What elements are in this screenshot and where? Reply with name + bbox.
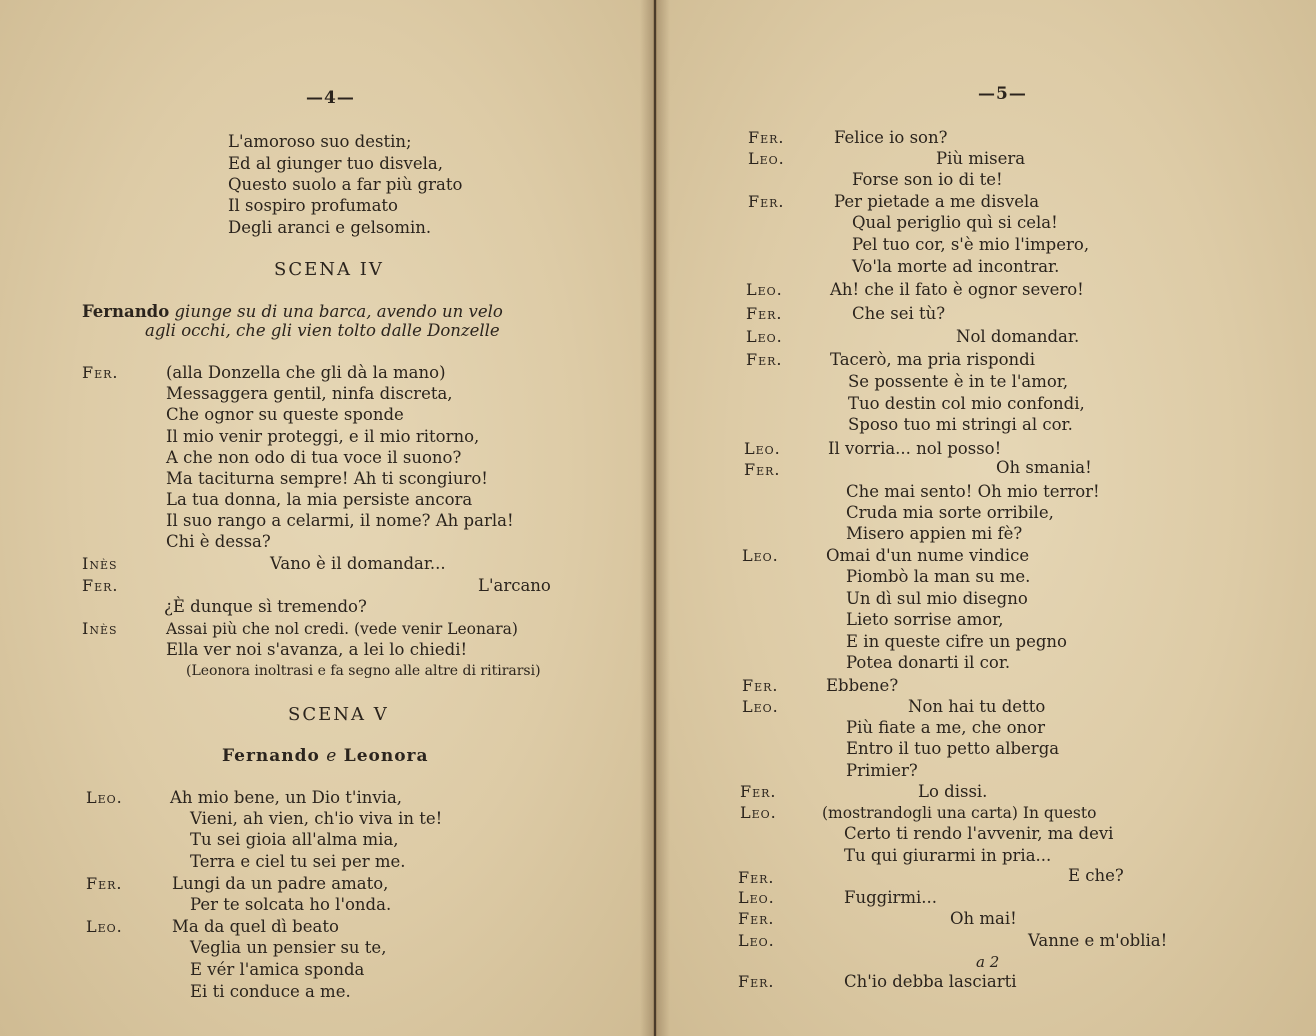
dialogue-line: Per te solcata ho l'onda. xyxy=(190,895,392,914)
speaker-label: Leo. xyxy=(742,697,779,716)
dialogue-line: Oh smania! xyxy=(996,458,1092,477)
character-name: Leonora xyxy=(343,746,429,766)
speaker-label: Leo. xyxy=(86,788,123,807)
dialogue-line: Primier? xyxy=(846,761,918,780)
dialogue-line: Ma taciturna sempre! Ah ti scongiuro! xyxy=(166,469,488,488)
speaker-label: Fer. xyxy=(742,676,779,695)
dialogue-line: Misero appien mi fè? xyxy=(846,524,1023,543)
dialogue-line: Un dì sul mio disegno xyxy=(846,589,1028,608)
speaker-label: Leo. xyxy=(746,280,783,299)
dialogue-line: Lo dissi. xyxy=(918,782,988,801)
dialogue-line: Certo ti rendo l'avvenir, ma devi xyxy=(844,824,1114,843)
dialogue-line: E in queste cifre un pegno xyxy=(846,632,1067,651)
dialogue-line: (alla Donzella che gli dà la mano) xyxy=(166,363,446,382)
speaker-label: Leo. xyxy=(744,439,781,458)
page-number-right: —5— xyxy=(978,84,1027,104)
verse-line: Il sospiro profumato xyxy=(228,196,398,215)
dialogue-line: Ebbene? xyxy=(826,676,899,695)
dialogue-line: Ah! che il fato è ognor severo! xyxy=(830,280,1084,299)
dialogue-line: (mostrandogli una carta) In questo xyxy=(822,804,1097,822)
dialogue-line: ¿È dunque sì tremendo? xyxy=(164,597,367,616)
dialogue-line: Più fiate a me, che onor xyxy=(846,718,1045,737)
dialogue-line: Che mai sento! Oh mio terror! xyxy=(846,482,1100,501)
dialogue-line: Messaggera gentil, ninfa discreta, xyxy=(166,384,453,403)
scene-title: SCENA V xyxy=(288,704,389,725)
dialogue-line: Fuggirmi... xyxy=(844,888,938,907)
verse-line: Questo suolo a far più grato xyxy=(228,175,463,194)
speaker-label: Fer. xyxy=(82,576,119,595)
dialogue-line: Chi è dessa? xyxy=(166,532,271,551)
speaker-label: Inès xyxy=(82,554,118,573)
dialogue-line: Forse son io di te! xyxy=(852,170,1003,189)
verse-line: L'amoroso suo destin; xyxy=(228,132,412,151)
speaker-label: Fer. xyxy=(740,782,777,801)
dialogue-line: Tu qui giurarmi in pria... xyxy=(844,846,1052,865)
speaker-label: Fer. xyxy=(748,128,785,147)
speaker-label: Fer. xyxy=(738,909,775,928)
dialogue-line: A che non odo di tua voce il suono? xyxy=(166,448,462,467)
verse-line: Ed al giunger tuo disvela, xyxy=(228,154,443,173)
dialogue-line: Ella ver noi s'avanza, a lei lo chiedi! xyxy=(166,640,468,659)
dialogue-line: L'arcano xyxy=(478,576,551,595)
dialogue-line: Ei ti conduce a me. xyxy=(190,982,351,1001)
stage-direction: agli occhi, che gli vien tolto dalle Donzelle xyxy=(145,321,500,340)
speaker-label: Fer. xyxy=(738,868,775,887)
dialogue-line: Sposo tuo mi stringi al cor. xyxy=(848,415,1073,434)
dialogue-line: Tacerò, ma pria rispondi xyxy=(830,350,1036,369)
dialogue-line: Piombò la man su me. xyxy=(846,567,1031,586)
dialogue-line: Nol domandar. xyxy=(956,327,1080,346)
dialogue-line: Veglia un pensier su te, xyxy=(190,938,387,957)
dialogue-line: Se possente è in te l'amor, xyxy=(848,372,1069,391)
speaker-label: Fer. xyxy=(746,350,783,369)
stage-direction-text: giunge su di una barca, avendo un velo xyxy=(169,302,503,321)
conjunction: e xyxy=(319,746,344,766)
dialogue-line: Qual periglio quì si cela! xyxy=(852,213,1058,232)
dialogue-line: Terra e ciel tu sei per me. xyxy=(190,852,406,871)
scene-title: SCENA IV xyxy=(274,259,384,280)
speaker-label: Fer. xyxy=(744,460,781,479)
dialogue-line: Vieni, ah vien, ch'io viva in te! xyxy=(190,809,443,828)
speaker-label: Fer. xyxy=(86,874,123,893)
dialogue-line: Pel tuo cor, s'è mio l'impero, xyxy=(852,235,1090,254)
ensemble-marker: a 2 xyxy=(976,953,1000,971)
speaker-label: Leo. xyxy=(742,546,779,565)
dialogue-line: Cruda mia sorte orribile, xyxy=(846,503,1054,522)
speaker-label: Fer. xyxy=(82,363,119,382)
speaker-label: Leo. xyxy=(748,149,785,168)
dialogue-line: Tu sei gioia all'alma mia, xyxy=(190,830,399,849)
speaker-label: Leo. xyxy=(746,327,783,346)
speaker-label: Leo. xyxy=(740,803,777,822)
dialogue-line: Il mio venir proteggi, e il mio ritorno, xyxy=(166,427,480,446)
dialogue-line: Potea donarti il cor. xyxy=(846,653,1011,672)
speaker-label: Leo. xyxy=(738,931,775,950)
scene-characters xyxy=(222,746,429,766)
dialogue-line: Che sei tù? xyxy=(852,304,946,323)
dialogue-line: Più misera xyxy=(936,149,1026,168)
speaker-label: Leo. xyxy=(738,888,775,907)
dialogue-line: Per pietade a me disvela xyxy=(834,192,1040,211)
page-number-left: —4— xyxy=(306,88,355,108)
dialogue-line: Il suo rango a celarmi, il nome? Ah parla! xyxy=(166,511,514,530)
speaker-label: Fer. xyxy=(746,304,783,323)
dialogue-line: E vér l'amica sponda xyxy=(190,960,365,979)
dialogue-line: Non hai tu detto xyxy=(908,697,1046,716)
speaker-label: Fer. xyxy=(738,972,775,991)
dialogue-line: Il vorria... nol posso! xyxy=(828,439,1002,458)
dialogue-line: Vanne e m'oblia! xyxy=(1028,931,1168,950)
dialogue-line: La tua donna, la mia persiste ancora xyxy=(166,490,473,509)
book-gutter xyxy=(640,0,670,1036)
dialogue-line: E che? xyxy=(1068,866,1124,885)
dialogue-line: Vano è il domandar... xyxy=(270,554,446,573)
dialogue-line: Tuo destin col mio confondi, xyxy=(848,394,1085,413)
stage-direction-name: Fernando xyxy=(82,302,170,321)
stage-direction: (Leonora inoltrasi e fa segno alle altre di ritirarsi) xyxy=(186,663,541,679)
dialogue-line: Ma da quel dì beato xyxy=(172,917,339,936)
character-name: Fernando xyxy=(222,746,320,766)
dialogue-line: Vo'la morte ad incontrar. xyxy=(852,257,1060,276)
stage-direction xyxy=(82,302,503,322)
speaker-label: Fer. xyxy=(748,192,785,211)
speaker-label: Leo. xyxy=(86,917,123,936)
speaker-label: Inès xyxy=(82,619,118,638)
dialogue-line: Lieto sorrise amor, xyxy=(846,610,1004,629)
dialogue-line: Ah mio bene, un Dio t'invia, xyxy=(170,788,403,807)
dialogue-line: Felice io son? xyxy=(834,128,948,147)
dialogue-line: Ch'io debba lasciarti xyxy=(844,972,1017,991)
dialogue-line: Assai più che nol credi. (vede venir Leonara) xyxy=(166,620,518,638)
dialogue-line: Che ognor su queste sponde xyxy=(166,405,404,424)
verse-line: Degli aranci e gelsomin. xyxy=(228,218,432,237)
dialogue-line: Omai d'un nume vindice xyxy=(826,546,1030,565)
dialogue-line: Entro il tuo petto alberga xyxy=(846,739,1060,758)
dialogue-line: Oh mai! xyxy=(950,909,1017,928)
dialogue-line: Lungi da un padre amato, xyxy=(172,874,389,893)
